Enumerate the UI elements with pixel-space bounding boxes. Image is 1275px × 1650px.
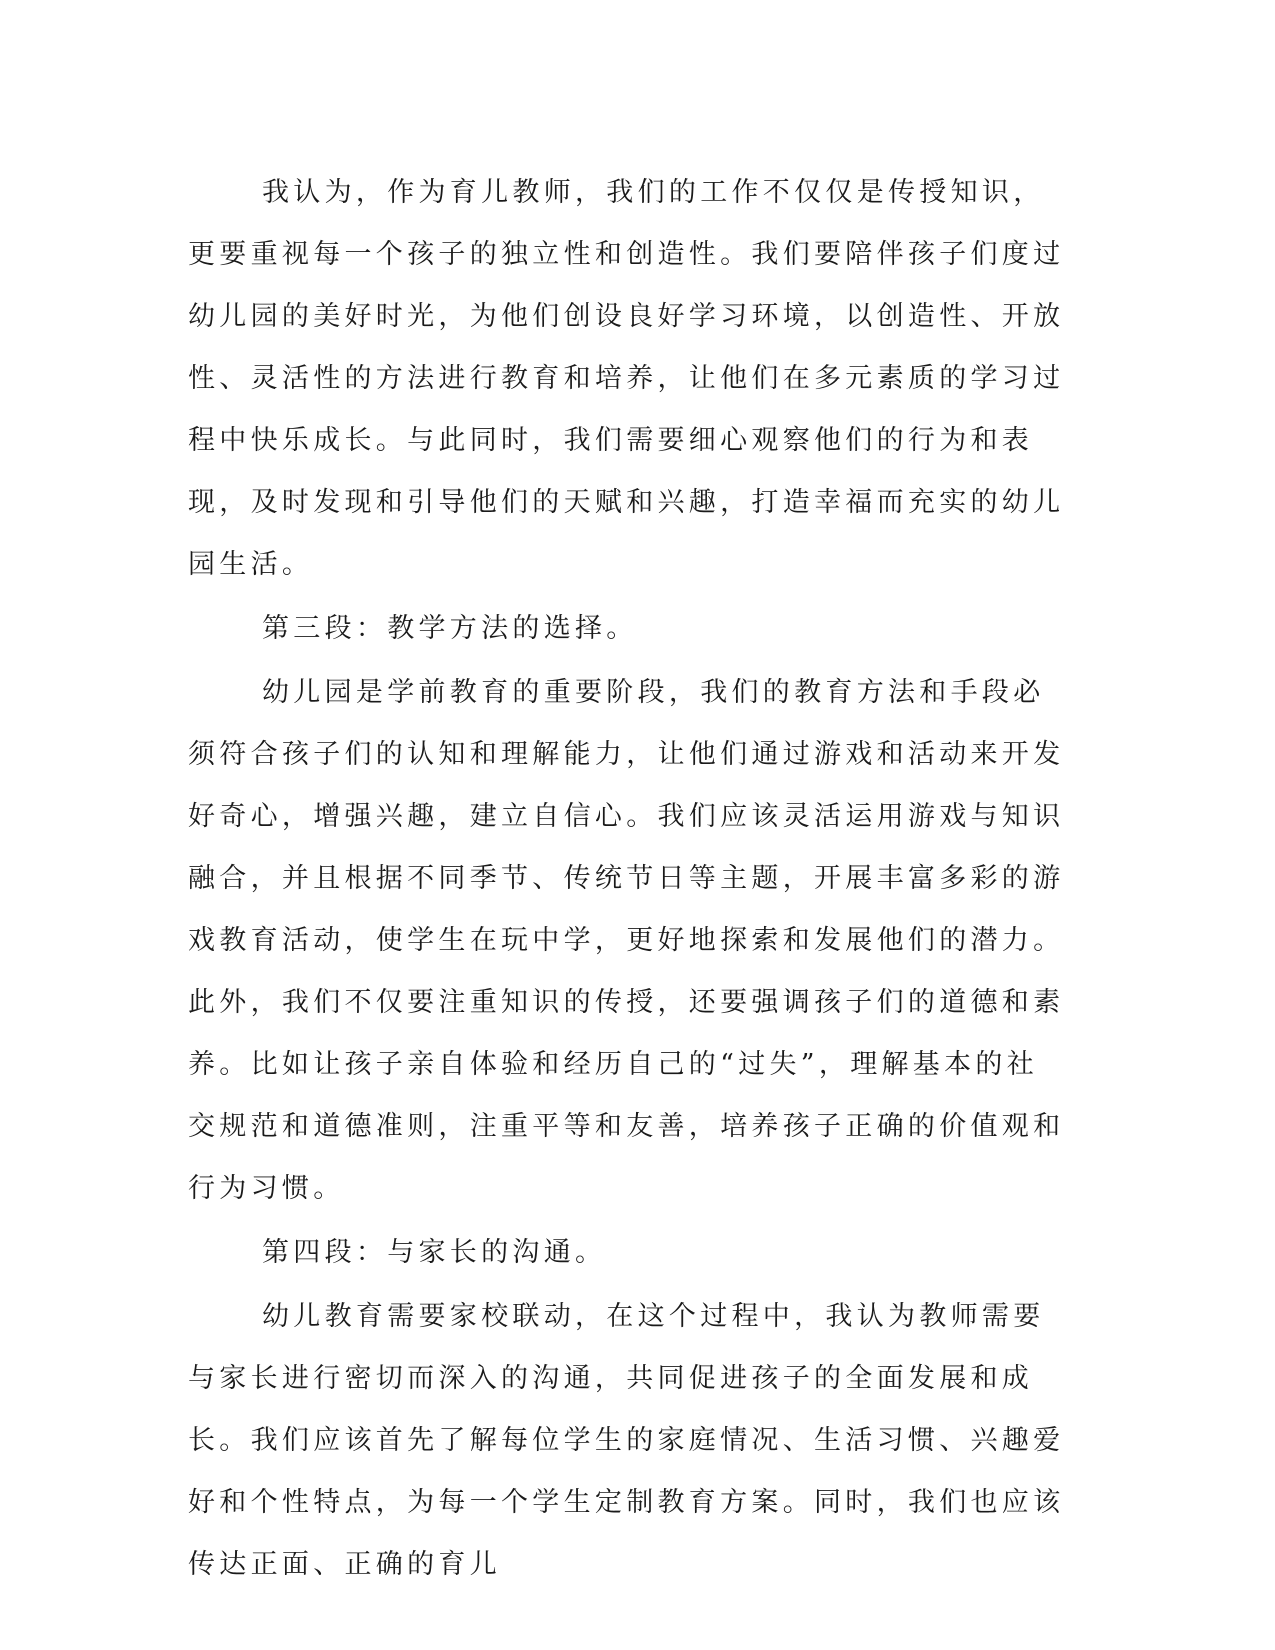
section-heading-parent-communication: 第四段：与家长的沟通。 (262, 1237, 607, 1268)
section-heading-teaching-methods: 第三段：教学方法的选择。 (262, 613, 638, 644)
paragraph-teacher-role: 我认为，作为育儿教师，我们的工作不仅仅是传授知识，更要重视每一个孩子的独立性和创造性。我们要陪伴孩子们度过幼儿园的美好时光，为他们创设良好学习环境，以创造性、开放性、灵活性的方法进行教育和培养，让他们在多元素质的学习过程中快乐成长。与此同时，我们需要细心观察他们的行为和表现，及时发现和引导他们的天赋和兴趣，打造幸福而充实的幼儿园生活。 (188, 177, 1065, 580)
paragraph-parent-communication: 幼儿教育需要家校联动，在这个过程中，我认为教师需要与家长进行密切而深入的沟通，共同促进孩子的全面发展和成长。我们应该首先了解每位学生的家庭情况、生活习惯、兴趣爱好和个性特点，为每一个学生定制教育方案。同时，我们也应该传达正面、正确的育儿 (188, 1301, 1065, 1580)
document-body (188, 162, 1068, 1598)
paragraph-teaching-methods: 幼儿园是学前教育的重要阶段，我们的教育方法和手段必须符合孩子们的认知和理解能力，让他们通过游戏和活动来开发好奇心，增强兴趣，建立自信心。我们应该灵活运用游戏与知识融合，并且根据不同季节、传统节日等主题，开展丰富多彩的游戏教育活动，使学生在玩中学，更好地探索和发展他们的潜力。此外，我们不仅要注重知识的传授，还要强调孩子们的道德和素养。比如让孩子亲自体验和经历自己的“过失”，理解基本的社交规范和道德准则，注重平等和友善，培养孩子正确的价值观和行为习惯。 (188, 677, 1065, 1204)
